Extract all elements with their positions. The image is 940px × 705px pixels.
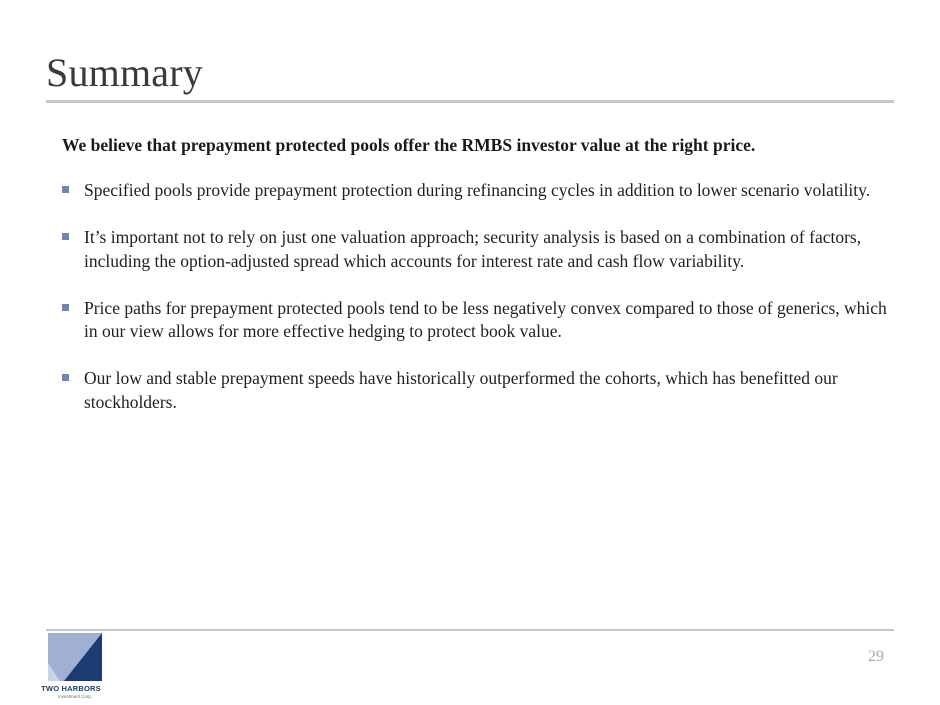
bullet-text: It’s important not to rely on just one valuation approach; security analysis is based on a combination of factors, including the option-adjusted spread which accounts for interest rate and cash flow variability. — [84, 227, 862, 271]
footer-divider — [46, 629, 894, 631]
bullet-list — [62, 179, 900, 438]
bullet-text: Our low and stable prepayment speeds have historically outperformed the cohorts, which has benefitted our stockholders. — [84, 368, 838, 412]
logo-name: TWO HARBORS — [41, 684, 101, 693]
title-divider — [46, 100, 894, 103]
page-number: 29 — [868, 648, 884, 665]
square-bullet-icon — [62, 374, 69, 381]
company-logo — [40, 633, 110, 703]
logo-subtitle: Investment Corp. — [57, 694, 93, 699]
sail-logo-icon — [46, 633, 104, 683]
slide-title: Summary — [46, 50, 203, 95]
square-bullet-icon — [62, 304, 69, 311]
lead-statement: We believe that prepayment protected pools offer the RMBS investor value at the right price. — [62, 135, 756, 155]
square-bullet-icon — [62, 186, 69, 193]
bullet-text: Specified pools provide prepayment protection during refinancing cycles in addition to lower scenario volatility. — [84, 180, 871, 200]
bullet-item — [62, 367, 900, 414]
bullet-item — [62, 297, 900, 344]
bullet-text: Price paths for prepayment protected pools tend to be less negatively convex compared to those of generics, which in our view allows for more effective hedging to protect book value. — [84, 297, 887, 341]
square-bullet-icon — [62, 233, 69, 240]
bullet-item — [62, 226, 900, 273]
bullet-item — [62, 179, 900, 203]
